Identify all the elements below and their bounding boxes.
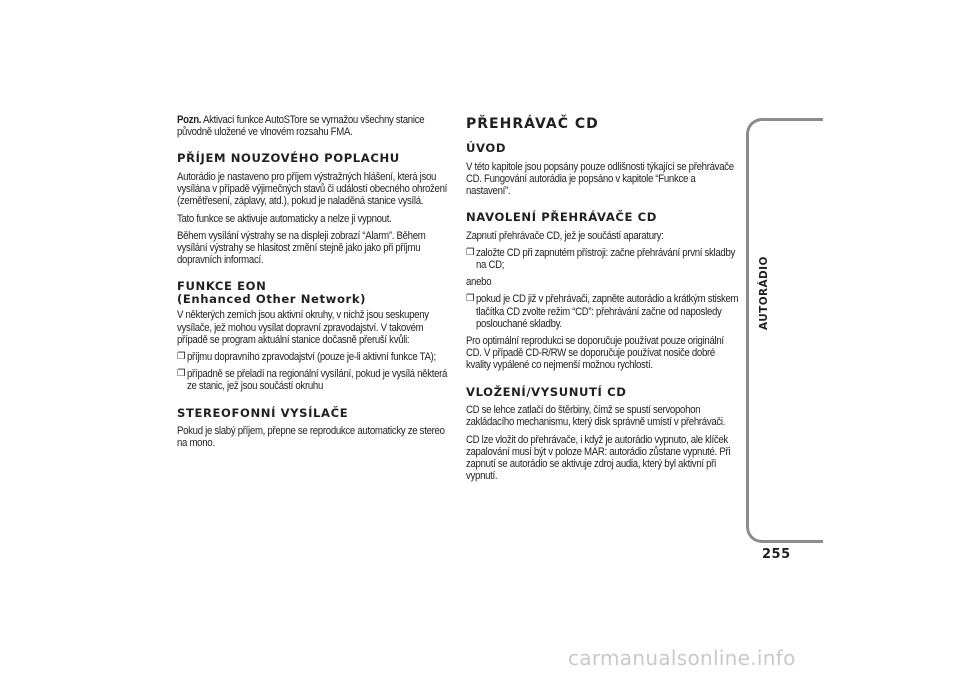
eon-paragraph-1: V některých zemích jsou aktivní okruhy, v nichž jsou seskupeny vysílače, jež mohou vysílat dopravní zpravodajství. V takovém případě se program aktuální stanice dočasně přeruší kvůli: bbox=[177, 309, 429, 346]
heading-intro: ÚVOD bbox=[466, 141, 507, 155]
select-paragraph-1: Zapnutí přehrávače CD, jež je součástí aparatury: bbox=[466, 229, 664, 242]
emergency-paragraph-1: Autorádio je nastaveno pro příjem výstražných hlášení, která jsou vysílána v případě výjimečných stavů či událostí obecného ohrožení (zemětřesení, záplavy, atd.), pokud je naladěná stanice vysílá. bbox=[177, 170, 448, 208]
section-tab-top-border bbox=[746, 118, 823, 139]
heading-stereo: STEREOFONNÍ VYSÍLAČE bbox=[177, 405, 349, 420]
note-text: Aktivací funkce AutoSTore se vymažou všechny stanice původně uložené ve vlnovém rozsahu FMA. bbox=[177, 114, 425, 139]
intro-paragraph-1: V této kapitole jsou popsány pouze odlišnosti týkající se přehrávače CD. Fungování autorádia je popsáno v kapitole “Funkce a nastavení”. bbox=[466, 160, 734, 197]
select-bullet-2 bbox=[466, 293, 740, 330]
heading-select-cd: NAVOLENÍ PŘEHRÁVAČE CD bbox=[466, 210, 657, 225]
bullet-icon: ❒ bbox=[177, 368, 186, 380]
section-tab-bottom-border bbox=[746, 522, 823, 543]
eon-bullet-2-text: případně se přeladí na regionální vysílání, pokud je vysílá některá ze stanic, jež jsou součástí okruhu bbox=[187, 368, 448, 393]
select-bullet-1-text: založte CD při zapnutém přístroji: začne přehrávání první skladby na CD; bbox=[476, 246, 736, 272]
insert-paragraph-2: CD lze vložit do přehrávače, i když je autorádio vypnuto, ale klíček zapalování musí být v poloze MAR: autorádio zůstane vypnuté. Při zapnutí se autorádio se aktivuje zdroj audia, který byl aktivní při vypnutí. bbox=[466, 433, 731, 483]
heading-insert-eject: VLOŽENÍ/VYSUNUTÍ CD bbox=[466, 384, 627, 399]
eon-bullet-1-text: příjmu dopravního zpravodajství (pouze je-li aktivní funkce TA); bbox=[187, 350, 436, 363]
bullet-icon: ❒ bbox=[177, 350, 186, 362]
eon-bullet-2 bbox=[177, 368, 449, 392]
select-or: anebo bbox=[466, 276, 492, 289]
select-bullet-1 bbox=[466, 247, 740, 271]
stereo-paragraph-1: Pokud je slabý příjem, přepne se reprodukce automaticky ze stereo na mono. bbox=[177, 425, 445, 450]
insert-paragraph-1: CD se lehce zatlačí do štěrbiny, čímž se spustí servopohon zakládacího mechanismu, který disk správně umístí v přehrávači. bbox=[466, 404, 726, 429]
select-bullet-2-text: pokud je CD již v přehrávači, zapněte autorádio a krátkým stiskem tlačítka CD zvolte režim “CD”: přehrávání začne od naposledy poslouchané skladby. bbox=[476, 293, 739, 330]
watermark: carmanualsonline.info bbox=[568, 646, 796, 670]
note-paragraph bbox=[177, 114, 448, 138]
right-column bbox=[466, 112, 740, 487]
emergency-paragraph-3: Během vysílání výstrahy se na displeji zobrazí “Alarm”. Během vysílání výstrahy se hlasitost změní stejně jako jako při příjmu dopravních informací. bbox=[177, 229, 426, 267]
eon-bullet-1 bbox=[177, 351, 449, 363]
page-number: 255 bbox=[762, 547, 791, 562]
emergency-paragraph-2: Tato funkce se aktivuje automaticky a nelze ji vypnout. bbox=[177, 212, 392, 225]
heading-eon bbox=[177, 280, 449, 305]
heading-emergency: PŘÍJEM NOUZOVÉHO POPLACHU bbox=[177, 151, 400, 166]
bullet-icon: ❒ bbox=[466, 246, 475, 258]
note-prefix: Pozn. bbox=[177, 114, 202, 126]
section-tab-side-border bbox=[746, 134, 749, 526]
heading-eon-line2: (Enhanced Other Network) bbox=[177, 291, 367, 306]
heading-cd-player: PŘEHRÁVAČ CD bbox=[466, 116, 599, 132]
bullet-icon: ❒ bbox=[466, 293, 475, 305]
left-column bbox=[177, 114, 449, 454]
heading-eon-line1: FUNKCE EON bbox=[177, 279, 267, 294]
select-paragraph-2: Pro optimální reprodukci se doporučuje používat pouze originální CD. V případě CD-R/RW se doporučuje používat nosiče dobré kvality vypálené co nejmenší možnou rychlostí. bbox=[466, 335, 724, 372]
